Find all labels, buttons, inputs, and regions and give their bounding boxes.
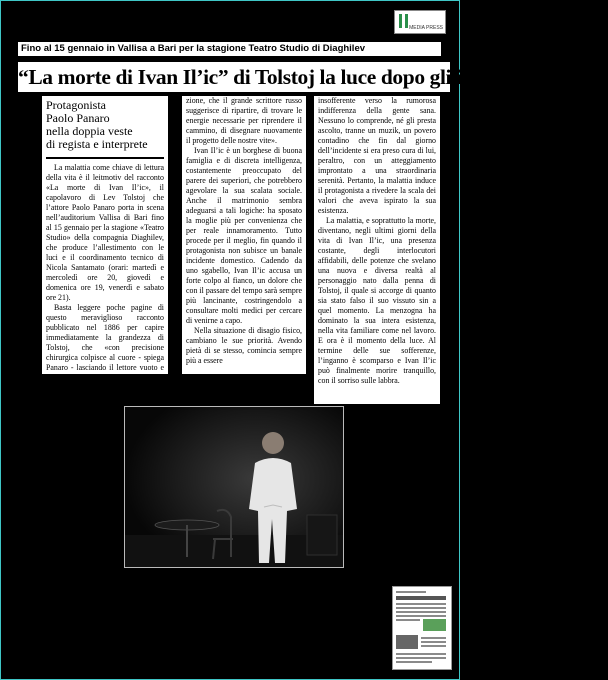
- paragraph: La malattia, e soprattutto la morte, diventano, negli ultimi giorni della vita di Ivan Il’ic, una presenza costante, degli interlocutori affidabili, delle potenze che svelano una nuova e diversa realtà al personaggio nato dalla penna di Tolstoj, il quale si accorge di quanto sia stato falso il suo vissuto sin a quel momento. La menzogna ha dominato la sua intera esistenza, nella vita familiare come nel lavoro. E ora è il momento della luce. Al termine delle sue sofferenze, l’inganno è scomparso e Ivan Il’ic può finalmente morire tranquillo, con il sorriso sulle labbra.: [318, 216, 436, 385]
- subhead-line: Paolo Panaro: [46, 111, 110, 125]
- newspaper-page: [14, 8, 608, 658]
- subhead-line: nella doppia veste: [46, 124, 133, 138]
- paragraph: Ivan Il’ic è un borghese di buona famiglia e di discreta intelligenza, costantemente preoccupato del parere dei superiori, che potrebbero agevolare la sua scalata sociale. Anche il matrimonio sembra adeguarsi a tali logiche: ha sposato la moglie più per convenienza che per reale innamoramento. Tutto procede per il meglio, fin quando il protagonista non subisce un banale incidente domestico. Cadendo da uno sgabello, Ivan Il’ic accusa un forte colpo al fianco, un dolore che con il passare del tempo sarà sempre più lancinante, costringendolo a consultare molti medici per cercare di venirne a capo.: [186, 146, 302, 325]
- paragraph: Nella situazione di disagio fisico, cambiano le sue priorità. Avendo pietà di se stesso, comincia sempre più a essere: [186, 326, 302, 365]
- paragraph: insofferente verso la rumorosa indifferenza della gente sana. Nessuno lo comprende, né gli presta ascolto, tranne un muzik, un povero contadino che fin dal giorno dell’incidente si era preso cura di lui, peraltro, con un atteggiamento improntato a una straordinaria serenità. Pertanto, la malattia induce il protagonista a rivedere la scala dei valori che aveva ispirato la sua esistenza.: [318, 96, 436, 215]
- page-thumbnail[interactable]: [392, 586, 452, 670]
- subhead-line: Protagonista: [46, 98, 106, 112]
- article-kicker: Fino al 15 gennaio in Vallisa a Bari per la stagione Teatro Studio di Diaghilev: [18, 42, 441, 56]
- press-logo-icon: [399, 14, 408, 28]
- actor-on-stage-image: [125, 407, 343, 567]
- paragraph: zione, che il grande scrittore russo suggerisce di ripartire, di trovare le energie necessarie per riprendere il cammino, di disegnare nuovamente il progetto delle nostre vite».: [186, 96, 302, 145]
- article-column-3: [314, 96, 440, 404]
- article-column-2: [182, 96, 306, 374]
- stage-photo: [124, 406, 344, 568]
- paragraph: Basta leggere poche pagine di questo meraviglioso racconto pubblicato nel 1886 per capire immediatamente la grandezza di Tolstoj, che «con precisione chirurgica colpisce al cuore - spiega Panaro - lasciando il lettore vuoto e senza speranze. Ma è proprio da qui, da questa sconfinata dispera-: [46, 303, 164, 392]
- press-logo-label: MEDIA PRESS: [409, 25, 443, 31]
- paragraph: La malattia come chiave di lettura della vita è il leitmotiv del racconto «La morte di Ivan Il’ic», il capolavoro di Lev Tolstoj che l’attore Paolo Panaro porta in scena nell’auditorium Vallisa di Bari fino al 15 gennaio per la stagione «Teatro Studio» della compagnia Diaghilev, che produce l’allestimento con le luci e il coordinamento tecnico di Nicola Santamato (orari: martedì e mercoledì ore 20, giovedì e domenica ore 19, venerdì e sabato ore 21).: [46, 163, 164, 302]
- article-headline: “La morte di Ivan Il’ic” di Tolstoj la luce dopo gli inganni della vita: [18, 62, 450, 92]
- press-logo: [394, 10, 446, 34]
- subhead-line: di regista e interprete: [46, 137, 148, 151]
- article-column-1: [42, 96, 168, 392]
- article-subhead: [46, 96, 164, 159]
